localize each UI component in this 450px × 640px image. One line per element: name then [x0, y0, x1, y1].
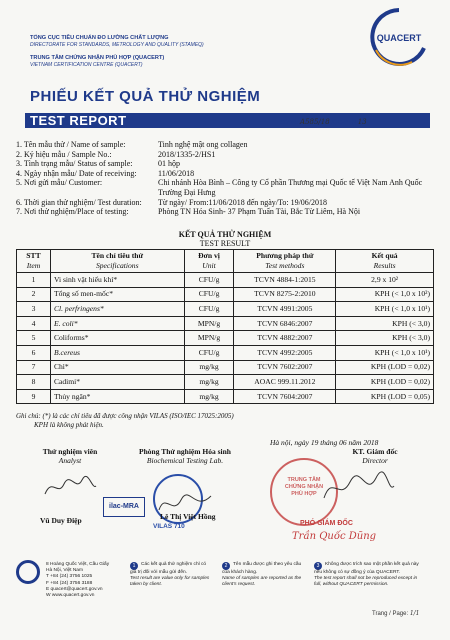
cell-item: 5: [17, 331, 51, 346]
deputy-title: PHÓ GIÁM ĐỐC: [300, 520, 353, 527]
info-label: 3. Tình trạng mẫu/ Status of sample:: [16, 159, 133, 169]
col-header-unit: [184, 250, 234, 273]
cell-result: KPH (LOD = 0,02): [336, 375, 434, 390]
cell-unit: CFU/g: [184, 287, 234, 302]
cell-method: AOAC 999.11.2012: [234, 375, 336, 390]
cell-item: 2: [17, 287, 51, 302]
header-org-en: DIRECTORATE FOR STANDARDS, METROLOGY AND QUALITY (STAMEQ): [30, 42, 204, 48]
table-row: [17, 375, 434, 390]
cell-item: 6: [17, 345, 51, 360]
analyst-title: Thử nghiệm viên: [42, 447, 98, 456]
note-line-2: KPH là không phát hiện.: [34, 420, 104, 429]
table-row: [17, 331, 434, 346]
info-row: [16, 150, 436, 160]
cell-spec: Coliforms*: [50, 331, 184, 346]
cell-spec: Cadimi*: [50, 375, 184, 390]
cell-spec: Cl. perfringens*: [50, 302, 184, 317]
cell-unit: CFU/g: [184, 273, 234, 288]
info-value: 2018/1335-2/HS1: [158, 149, 216, 159]
page-label: Trang / Page:: [372, 611, 409, 617]
director-prefix: KT.: [352, 447, 365, 456]
stamp-line-2: CHỨNG NHẬN: [284, 484, 324, 490]
table-row: [17, 345, 434, 360]
stamp-line-3: PHÙ HỢP: [291, 491, 317, 497]
footer-address: [46, 562, 109, 599]
cell-result: KPH (< 3,0): [336, 331, 434, 346]
cell-unit: mg/kg: [184, 389, 234, 404]
header-vn: Đơn vị: [198, 251, 220, 260]
note-number-icon: 1: [130, 562, 138, 570]
note-line-1: Ghi chú: (*) là các chỉ tiêu đã được công nhận VILAS (ISO/IEC 17025:2005): [16, 412, 234, 420]
info-value: Phòng TN Hóa Sinh- 37 Phạm Tuấn Tài, Bắc Từ Liêm, Hà Nội: [158, 207, 361, 217]
cell-unit: mg/kg: [184, 375, 234, 390]
footnote-en: The test report shall not be reproduced except in full, without QUACERT permission.: [314, 575, 418, 587]
results-title-en: TEST RESULT: [199, 239, 251, 248]
cell-result: 2,9 x 10²: [336, 273, 434, 288]
cell-spec: Chì*: [50, 360, 184, 375]
address-line: E quacert@quacert.gov.vn: [46, 586, 103, 592]
info-label: 5. Nơi gửi mẫu/ Customer:: [16, 178, 103, 188]
director-signature-block: [330, 447, 420, 465]
report-prefix: Số/No:: [280, 120, 299, 126]
results-table: [16, 249, 434, 404]
cell-method: TCVN 4882:2007: [234, 331, 336, 346]
stamp-line-1: TRUNG TÂM: [287, 477, 321, 483]
cell-result: KPH (< 1,0 x 10¹): [336, 302, 434, 317]
cell-result: KPH (LOD = 0,05): [336, 389, 434, 404]
footer-note-2: [222, 562, 302, 587]
header-vn: Phương pháp thử: [256, 251, 314, 260]
lab-title-en: Biochemical Testing Lab.: [146, 456, 224, 465]
footer-logo-icon: [16, 560, 40, 584]
info-label: 6. Thời gian thử nghiệm/ Test duration:: [16, 197, 142, 207]
header-org-vn: TỔNG CỤC TIÊU CHUẨN ĐO LƯỜNG CHẤT LƯỢNG: [30, 35, 169, 41]
report-no: A585/18: [300, 118, 330, 126]
cell-unit: MPN/g: [184, 331, 234, 346]
info-row: [16, 198, 436, 208]
info-row: [16, 159, 436, 169]
col-header-method: [234, 250, 336, 273]
cell-spec: B.cereus: [50, 345, 184, 360]
address-line: 8 Hoàng Quốc Việt, Cầu Giấy: [46, 562, 110, 567]
cell-unit: MPN/g: [184, 316, 234, 331]
header-center-vn: TRUNG TÂM CHỨNG NHẬN PHÙ HỢP (QUACERT): [30, 55, 165, 61]
footnote-vn: Các kết quả thử nghiệm chỉ có giá trị đối với mẫu gửi đến.: [130, 562, 207, 575]
cell-result: KPH (< 1,0 x 10¹): [336, 345, 434, 360]
lab-signature-block: [120, 447, 250, 465]
cell-item: 3: [17, 302, 51, 317]
table-row: [17, 316, 434, 331]
address-line: Hà Nội, Việt Nam: [46, 568, 83, 574]
logo-text: QUACERT: [376, 33, 422, 43]
footnote-en: Test result are value only for samples taken by client.: [130, 575, 210, 587]
report-suffix: 13: [357, 118, 367, 126]
cell-method: TCVN 4992:2005: [234, 345, 336, 360]
info-row: [16, 140, 436, 150]
page-value: 1/1: [409, 610, 420, 617]
header-vn: Kết quả: [371, 251, 398, 260]
cell-item: 1: [17, 273, 51, 288]
director-title: Giám đốc: [366, 447, 398, 456]
cell-spec: Vi sinh vật hiếu khí*: [50, 273, 184, 288]
cell-method: TCVN 7602:2007: [234, 360, 336, 375]
cell-method: TCVN 8275-2:2010: [234, 287, 336, 302]
cell-method: TCVN 4884-1:2015: [234, 273, 336, 288]
info-value: Tinh nghệ mật ong collagen: [158, 140, 248, 149]
cell-spec: Thủy ngân*: [50, 389, 184, 404]
header-en: Item: [26, 261, 41, 270]
vilas-mark: VILAS 710: [153, 523, 185, 530]
cell-unit: CFU/g: [184, 345, 234, 360]
info-value: Chi nhánh Hòa Bình – Công ty Cổ phần Thương mại Quốc tế Việt Nam Anh Quốc Trường Đại Hưng: [158, 178, 423, 197]
info-label: 4. Ngày nhận mẫu/ Date of receiving:: [16, 168, 137, 178]
header-en: Unit: [202, 261, 216, 270]
footnote-en: Name of samples are reported as the client's request.: [222, 575, 302, 587]
address-line: F +84 (24) 3756 3188: [46, 580, 93, 586]
cell-method: TCVN 4991:2005: [234, 302, 336, 317]
info-label: 1. Tên mẫu thử / Name of sample:: [16, 140, 126, 149]
analyst-signature: [40, 472, 100, 502]
lab-name: Lê Thị Việt Hồng: [160, 512, 216, 521]
cell-item: 4: [17, 316, 51, 331]
footnote-vn: Không được trích sao một phần kết quả này nếu không có sự đồng ý của QUACERT.: [314, 562, 419, 575]
cell-unit: CFU/g: [184, 302, 234, 317]
cell-unit: mg/kg: [184, 360, 234, 375]
analyst-title-en: Analyst: [58, 456, 82, 465]
cell-item: 8: [17, 375, 51, 390]
header-en: Results: [373, 261, 396, 270]
cell-result: KPH (< 3,0): [336, 316, 434, 331]
header-en: Test methods: [265, 261, 305, 270]
footer-note-3: [314, 562, 424, 587]
note-block: [16, 412, 234, 429]
table-row: [17, 389, 434, 404]
note-number-icon: 3: [314, 562, 322, 570]
col-header-result: [336, 250, 434, 273]
table-row: [17, 302, 434, 317]
results-title-vn: KẾT QUẢ THỬ NGHIỆM: [178, 230, 272, 239]
address-line: W www.quacert.gov.vn: [46, 593, 95, 599]
cell-spec: E. coli*: [50, 316, 184, 331]
info-row: [16, 178, 436, 197]
issue-date: Hà nội, ngày 19 tháng 06 năm 2018: [270, 438, 379, 447]
cell-item: 7: [17, 360, 51, 375]
footer-note-1: [130, 562, 210, 587]
info-value: 11/06/2018: [158, 168, 195, 178]
table-row: [17, 360, 434, 375]
cell-item: 9: [17, 389, 51, 404]
analyst-signature-block: [30, 447, 110, 465]
page-number: [372, 610, 419, 617]
header-vn: Tên chỉ tiêu thử: [91, 251, 144, 260]
sample-info: [16, 140, 436, 217]
header-center-en: VIETNAM CERTIFICATION CENTRE (QUACERT): [30, 62, 143, 68]
quacert-logo: [368, 6, 430, 68]
director-signature: [318, 468, 398, 508]
note-number-icon: 2: [222, 562, 230, 570]
info-row: [16, 207, 436, 217]
lab-title: Phòng Thử nghiệm Hóa sinh: [139, 447, 231, 456]
info-label: 2. Ký hiệu mẫu / Sample No.:: [16, 149, 112, 159]
director-title-en: Director: [362, 456, 388, 465]
ilac-mra-mark: ilac-MRA: [103, 497, 145, 517]
col-header-spec: [50, 250, 184, 273]
analyst-name: Vũ Duy Điệp: [40, 516, 82, 525]
cell-method: TCVN 6846:2007: [234, 316, 336, 331]
title-vn: PHIẾU KẾT QUẢ THỬ NGHIỆM: [30, 88, 261, 105]
cell-result: KPH (< 1,0 x 10²): [336, 287, 434, 302]
header-en: Specifications: [95, 261, 139, 270]
cell-spec: Tổng số men-mốc*: [50, 287, 184, 302]
table-row: [17, 287, 434, 302]
report-mid: /QC-PTN: [331, 120, 357, 126]
info-row: [16, 169, 436, 179]
table-header-row: [17, 250, 434, 273]
deputy-name: Trần Quốc Dũng: [292, 531, 377, 542]
info-value: Từ ngày/ From:11/06/2018 đến ngày/To: 19/06/2018: [158, 197, 328, 207]
info-label: 7. Nơi thử nghiệm/Place of testing:: [16, 207, 129, 217]
info-value: 01 hộp: [158, 159, 180, 169]
address-line: T +84 (24) 3756 1025: [46, 574, 93, 580]
cell-result: KPH (LOD = 0,02): [336, 360, 434, 375]
footnote-vn: Tên mẫu được ghi theo yêu cầu của khách hàng.: [222, 562, 302, 575]
col-header-item: [17, 250, 51, 273]
table-row: [17, 273, 434, 288]
report-number: [280, 118, 367, 126]
title-en: TEST REPORT: [30, 113, 127, 128]
cell-method: TCVN 7604:2007: [234, 389, 336, 404]
header-vn: STT: [26, 251, 41, 260]
